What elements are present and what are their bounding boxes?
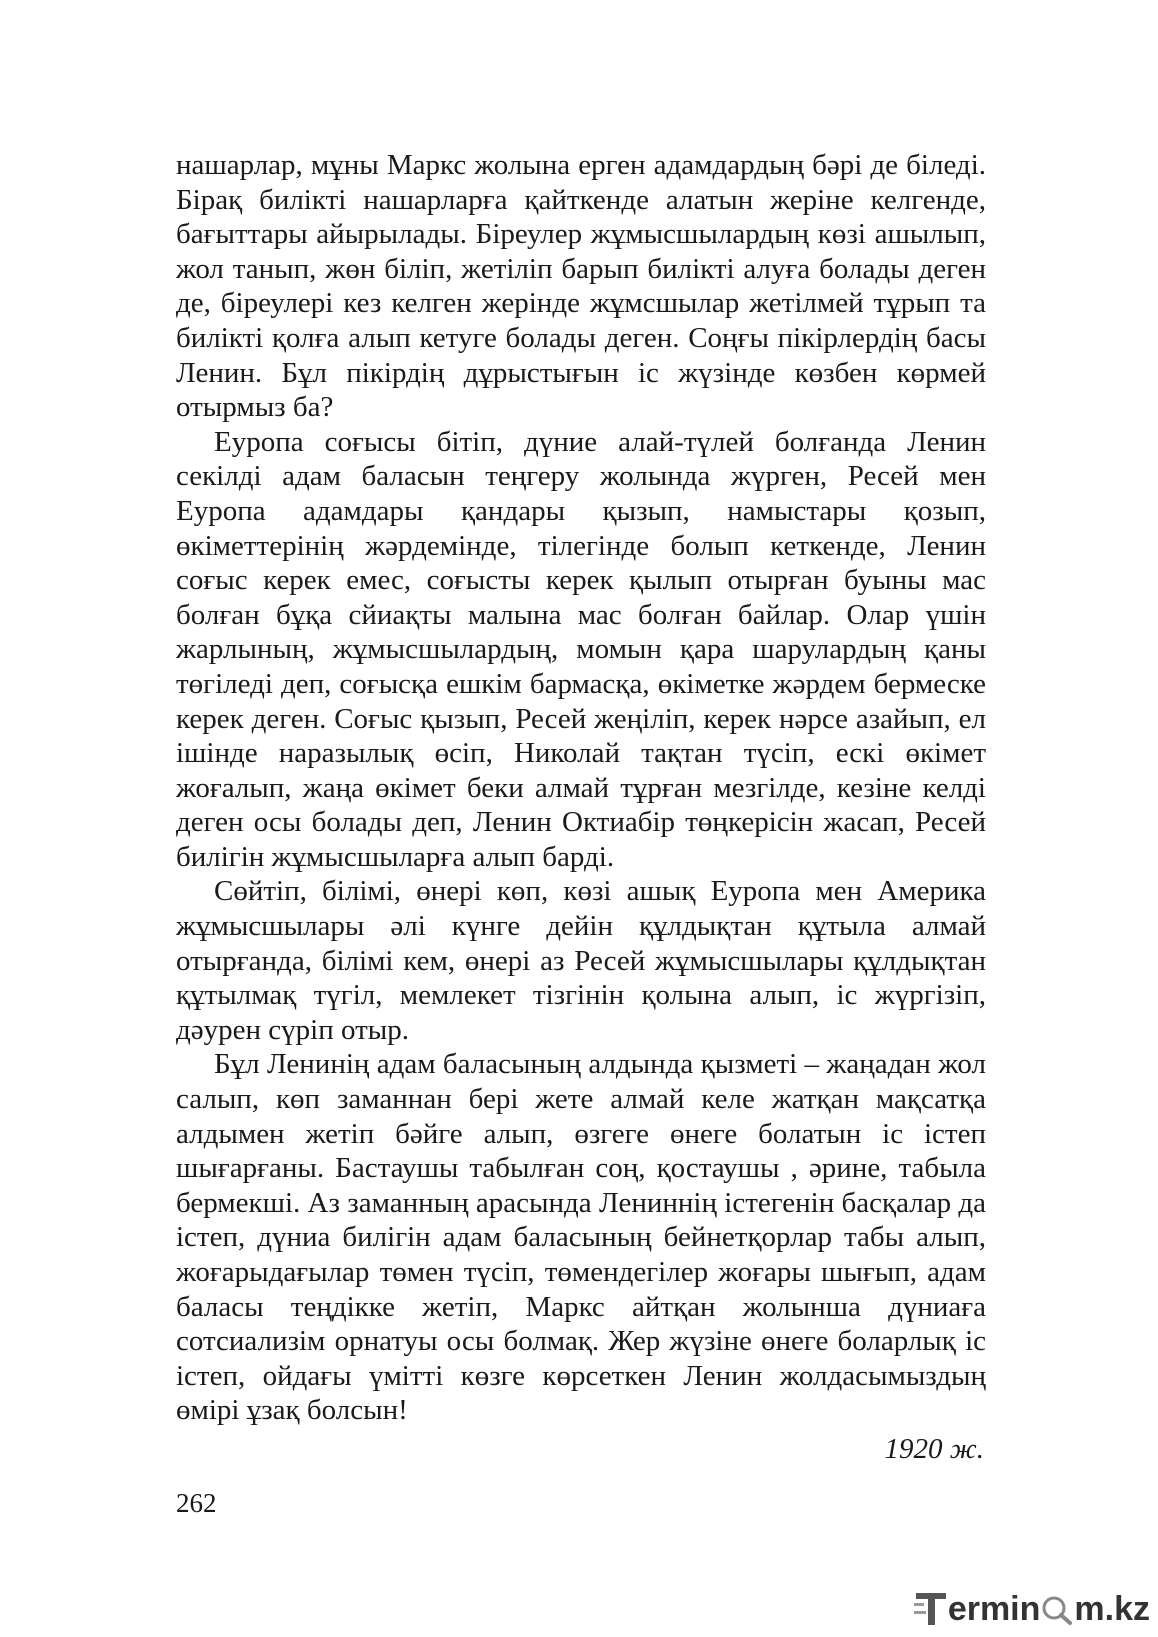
paragraph-4: Бұл Ленинің адам баласының алдында қызметі – жаңадан жол салып, көп заманнан бері жете алмай келе жатқан мақсатқа алдымен жетіп бәйге алып, өзгеге өнеге болатын іс істеп шығарғаны. Бастаушы табылған соң, қостаушы , әрине, табыла бермекші. Аз заманның арасында Лениннің істегенін басқалар да істеп, дүниа билігін адам баласының бейнетқорлар табы алып, жоғарыдағылар төмен түсіп, төмендегілер жоғары шығып, адам баласы теңдікке жетіп, Маркс айтқан жолынша дүниаға сотсиализім орнатуы осы болмақ. Жер жүзіне өнеге боларлық іс істеп, ойдағы үмітті көзге көрсеткен Ленин жолдасымыздың өмірі ұзақ болсын! [176,1048,986,1427]
paragraph-3: Сөйтіп, білімі, өнері көп, көзі ашық Еуропа мен Америка жұмысшылары әлі күнге дейін құлдықтан құтыла алмай отырғанда, білімі кем, өнері аз Ресей жұмысшылары құлдықтан құтылмақ түгіл, мемлекет тізгінін қолына алып, іс жүргізіп, дәурен сүріп отыр. [176,875,986,1046]
watermark-logo [914,1589,1150,1629]
watermark-t-icon [914,1589,948,1629]
magnifier-icon [1040,1592,1074,1626]
termincom-watermark [910,1584,1150,1634]
page-number: 262 [176,1488,217,1518]
watermark-text-right: m.kz [1074,1589,1150,1628]
paragraph-1: нашарлар, мұны Маркс жолына ерген адамдардың бәрі де біледі. Бірақ билікті нашарларға қайткенде алатын жеріне келгенде, бағыттары айырылады. Біреулер жұмысшылардың көзі ашылып, жол танып, жөн біліп, жетіліп барып билікті алуға болады деген де, біреулері кез келген жерінде жұмсшылар жетілмей тұрып та билікті қолға алып кетуге болады деген. Соңғы пікірлердің басы Ленин. Бұл пікірдің дұрыстығын іс жүзінде көзбен көрмей отырмыз ба? [176,149,986,424]
date-signature: 1920 ж. [884,1432,984,1465]
watermark-text-left: ermin [947,1589,1041,1628]
body-text [176,148,986,1467]
paragraph-2: Еуропа соғысы бітіп, дүние алай-түлей болғанда Ленин секілді адам баласын теңгеру жолында жүрген, Ресей мен Еуропа адамдары қандары қызып, намыстары қозып, өкіметтерінің жәрдемінде, тілегінде болып кеткенде, Ленин соғыс керек емес, соғысты керек қылып отырған буыны мас болған бұқа сйиақты малына мас болған байлар. Олар үшін жарлының, жұмысшылардың, момын қара шарулардың қаны төгіледі деп, соғысқа ешкім бармасқа, өкіметке жәрдем бермеске керек деген. Соғыс қызып, Ресей жеңіліп, керек нәрсе азайып, ел ішінде наразылық өсіп, Николай тақтан түсіп, ескі өкімет жоғалып, жаңа өкімет беки алмай тұрған мезгілде, кезіне келді деген осы болады деп, Ленин Октиабір төңкерісін жасап, Ресей билігін жұмысшыларға алып барді. [176,425,986,873]
